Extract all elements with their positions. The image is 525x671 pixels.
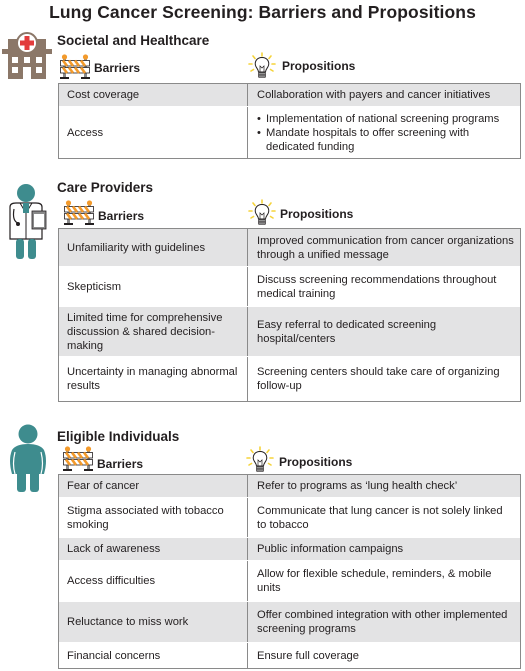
barriers-header: Barriers [97,457,144,471]
lightbulb-icon [246,446,274,473]
table-row [59,602,520,643]
propositions-header: Propositions [280,207,354,221]
barrier-cell: Fear of cancer [59,475,248,497]
proposition-cell: Allow for flexible schedule, reminders, & mobile units [257,568,492,594]
barrier-cell: Stigma associated with tobacco smoking [59,498,248,537]
table-row [59,107,520,158]
barrier-cell: Access [59,107,248,158]
barriers-header: Barriers [94,61,141,75]
barrier-cell: Skepticism [59,267,248,306]
table-row [59,307,520,357]
hospital-icon [2,27,52,81]
proposition-cell: Refer to programs as ‘lung health check’ [257,480,458,492]
table-row [59,475,520,498]
table-row [59,561,520,602]
proposition-cell: Easy referral to dedicated screening hospital/centers [257,318,437,345]
bullet-item: • Implementation of national screening programs [257,112,500,125]
doctor-icon [4,183,52,263]
barrier-cell: Financial concerns [59,643,248,668]
proposition-cell: Ensure full coverage [257,649,359,662]
person-icon [6,424,50,494]
barriers-header: Barriers [98,209,145,223]
proposition-cell: Communicate that lung cancer is not solely linked to tobacco [257,504,503,531]
barrier-cell: Cost coverage [59,84,248,106]
proposition-cell: Collaboration with payers and cancer initiatives [257,89,491,101]
proposition-cell: Offer combined integration with other implemented screening programs [257,609,508,635]
table-row [59,267,520,307]
barrier-icon [63,446,93,472]
table-care-providers [58,228,521,402]
proposition-cell: Discuss screening recommendations throughout medical training [257,273,497,300]
proposition-cell: Screening centers should take care of organizing follow-up [257,366,500,392]
table-row [59,357,520,401]
bullet-item: • Mandate hospitals to offer screening with dedicated funding [257,126,470,153]
table-row [59,84,520,107]
lightbulb-icon [248,52,276,79]
proposition-cell: Public information campaigns [257,543,404,555]
barrier-cell: Unfamiliarity with guidelines [59,229,248,266]
barrier-cell: Lack of awareness [59,538,248,560]
section-title-care-providers: Care Providers [57,180,154,195]
section-title-eligible-individuals: Eligible Individuals [57,429,180,444]
barrier-cell: Limited time for comprehensive discussion & shared decision-making [59,307,248,356]
table-societal [58,83,521,159]
table-row [59,643,520,668]
lightbulb-icon [248,199,276,226]
proposition-cell: Improved communication from cancer organizations through a unified message [257,234,514,261]
table-row [59,538,520,561]
barrier-icon [60,54,90,80]
propositions-header: Propositions [282,59,356,73]
barrier-cell: Reluctance to miss work [59,602,248,642]
barrier-icon [64,200,94,226]
propositions-header: Propositions [279,455,353,469]
table-eligible-individuals [58,474,521,669]
barrier-cell: Uncertainty in managing abnormal results [59,357,248,401]
barrier-cell: Access difficulties [59,561,248,601]
section-title-societal: Societal and Healthcare [57,33,210,48]
table-row [59,498,520,538]
proposition-cell [248,112,520,154]
page-title: Lung Cancer Screening: Barriers and Propositions [49,2,476,22]
table-row [59,229,520,267]
